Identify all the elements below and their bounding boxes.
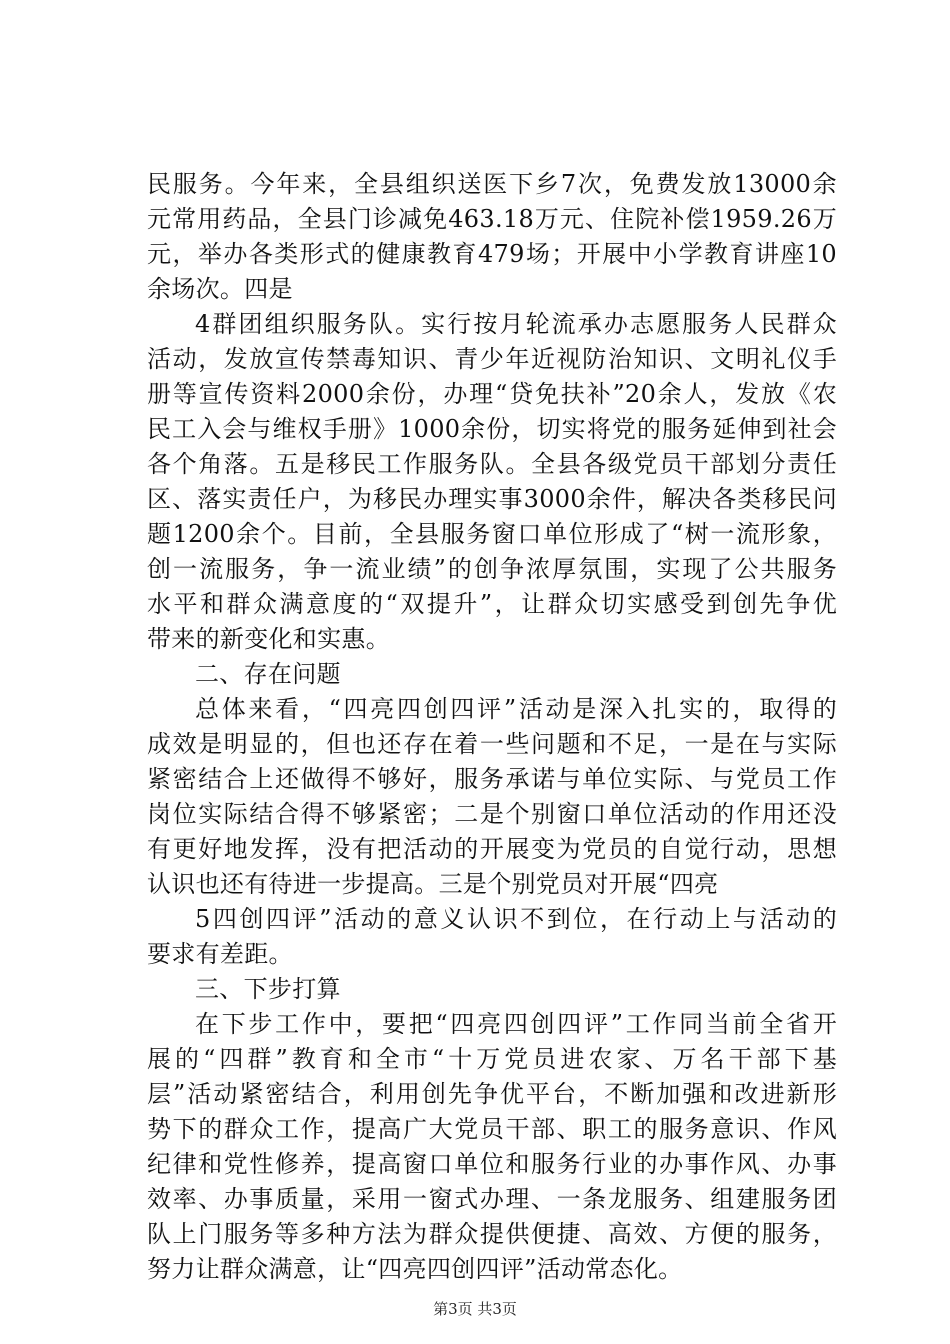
text-line: 队上门服务等多种方法为群众提供便捷、高效、方便的服务， [147, 1220, 837, 1248]
text-line: 带来的新变化和实惠。 [147, 625, 390, 653]
text-line: 要求有差距。 [147, 940, 293, 968]
text-line: 效率、办事质量，采用一窗式办理、一条龙服务、组建服务团 [147, 1185, 837, 1213]
section-heading-problems: 二、存在问题 [195, 660, 341, 688]
text-line: 认识也还有待进一步提高。三是个别党员对开展“四亮 [147, 870, 719, 898]
text-line: 民工入会与维权手册》1000余份，切实将党的服务延伸到社会 [147, 415, 837, 443]
text-line: 题1200余个。目前，全县服务窗口单位形成了“树一流形象， [147, 520, 837, 548]
text-line: 成效是明显的，但也还存在着一些问题和不足，一是在与实际 [147, 730, 837, 758]
text-line: 册等宣传资料2000余份，办理“贷免扶补”20余人，发放《农 [147, 380, 837, 408]
text-line: 元常用药品，全县门诊减免463.18万元、住院补偿1959.26万 [147, 205, 837, 233]
paragraph-start-line: 总体来看，“四亮四创四评”活动是深入扎实的，取得的 [195, 695, 837, 723]
text-line: 势下的群众工作，提高广大党员干部、职工的服务意识、作风 [147, 1115, 837, 1143]
text-line: 各个角落。五是移民工作服务队。全县各级党员干部划分责任 [147, 450, 837, 478]
text-line: 岗位实际结合得不够紧密；二是个别窗口单位活动的作用还没 [147, 800, 837, 828]
text-line: 展的“四群”教育和全市“十万党员进农家、万名干部下基 [147, 1045, 837, 1073]
text-line: 元，举办各类形式的健康教育479场；开展中小学教育讲座10 [147, 240, 837, 268]
paragraph-start-line: 4群团组织服务队。实行按月轮流承办志愿服务人民群众 [195, 310, 837, 338]
text-line: 余场次。四是 [147, 275, 293, 303]
text-line: 区、落实责任户，为移民办理实事3000余件，解决各类移民问 [147, 485, 837, 513]
text-line: 活动，发放宣传禁毒知识、青少年近视防治知识、文明礼仪手 [147, 345, 837, 373]
text-line: 紧密结合上还做得不够好，服务承诺与单位实际、与党员工作 [147, 765, 837, 793]
text-line: 纪律和党性修养，提高窗口单位和服务行业的办事作风、办事 [147, 1150, 837, 1178]
document-body [147, 167, 837, 1287]
section-heading-plans: 三、下步打算 [195, 975, 341, 1003]
text-line: 有更好地发挥，没有把活动的开展变为党员的自觉行动，思想 [147, 835, 837, 863]
text-line: 创一流服务，争一流业绩”的创争浓厚氛围，实现了公共服务 [147, 555, 837, 583]
paragraph-start-line: 在下步工作中，要把“四亮四创四评”工作同当前全省开 [195, 1010, 837, 1038]
text-line: 民服务。今年来，全县组织送医下乡7次，免费发放13000余 [147, 170, 837, 198]
text-line: 努力让群众满意，让“四亮四创四评”活动常态化。 [147, 1255, 683, 1283]
paragraph-start-line: 5四创四评”活动的意义认识不到位，在行动上与活动的 [195, 905, 837, 933]
text-line: 水平和群众满意度的“双提升”，让群众切实感受到创先争优 [147, 590, 837, 618]
page-footer: 第3页 共3页 [433, 1300, 517, 1318]
text-line: 层”活动紧密结合，利用创先争优平台，不断加强和改进新形 [147, 1080, 837, 1108]
